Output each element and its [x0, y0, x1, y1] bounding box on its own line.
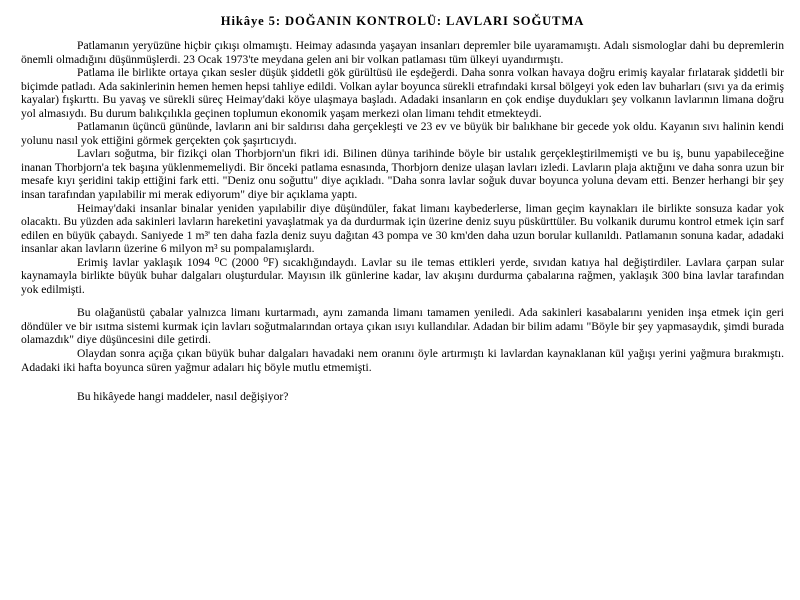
paragraph-7: Bu olağanüstü çabalar yalnızca limanı kurtarmadı, aynı zamanda limanı tamamen yeniledi. Ada sakinleri kasabalarını yeniden inşa etmek için geri döndüler ve bir ısıtma sistemi kurmak için lavları soğutmalarından ortaya çıkan ısıyı kullandılar. Adadan bir bilim adamı "Böyle bir şey yapmasaydık, şimdi burada olamazdık" diye düşüncesini dile getirdi.	[21, 306, 784, 347]
paragraph-2: Patlama ile birlikte ortaya çıkan sesler düşük şiddetli gök gürültüsü ile eşdeğerdi. Daha sonra volkan havaya doğru erimiş kayalar fırlatarak şiddetli bir biçimde patladı. Ada sakinlerinin hemen hemen hepsi tahliye edildi. Volkan aylar boyunca sürekli etrafındaki kırsal bölgeyi yok eden lav buharları (sıvı ya da erimiş kayalar) fışkırttı. Bu yavaş ve sürekli süreç Heimay'daki köye ulaşmaya başladı. Adadaki insanların en çok endişe duydukları şey volkanın lavlarının limana doğru yol almasıydı. Bu durum balıkçılıkla geçinen toplumun ekonomik yaşam merkezi olan limanı tehdit etmekteydi.	[21, 66, 784, 120]
paragraph-3: Patlamanın üçüncü gününde, lavların ani bir saldırısı daha gerçekleşti ve 23 ev ve büyük bir balıkhane bir gecede yok oldu. Kayanın sıvı halinin kendi yolunu nasıl yok ettiğini görmek gerçekten çok şaşırtıcıydı.	[21, 120, 784, 147]
document-page	[21, 14, 784, 404]
paragraph-1: Patlamanın yeryüzüne hiçbir çıkışı olmamıştı. Heimay adasında yaşayan insanları depremler bile uyaramamıştı. Adalı sismologlar dahi bu depremlerin önemli olmadığını düşünmüşlerdi. 23 Ocak 1973'te meydana gelen ani bir volkan patlaması tüm ülkeyi uyandırmıştı.	[21, 39, 784, 66]
document-title: Hikâye 5: DOĞANIN KONTROLÜ: LAVLARI SOĞUTMA	[220, 14, 585, 28]
paragraph-4: Lavları soğutma, bir fizikçi olan Thorbjorn'un fikri idi. Bilinen dünya tarihinde böyle bir ustalık gerçekleştirilmemişti ve bu iş, bunu yapabileceğine inanan Thorbjorn'a tek başına yüklenmemeliydi. Bir önceki patlama esnasında, Thorbjorn denize ulaşan lavları izledi. Lavların plaja aktığını ve daha sonra uzun bir mesafe kıyı şeridini takip ettiğini fark etti. "Deniz onu soğuttu" diye açıkladı. "Daha sonra lavlar soğuk duvar boyunca yoluna devam etti. Benzer herhangi bir şey insan tarafından yapılabilir mi merak ediyorum" diye bir açıklama yaptı.	[21, 147, 784, 202]
paragraph-6: Erimiş lavlar yaklaşık 1094 ⁰C (2000 ⁰F) sıcaklığındaydı. Lavlar su ile temas ettikleri yerde, sıvıdan katıya hal değiştirdiler. Lavlara çarpan sular kaynamayla birlikte büyük buhar dalgaları oluşturdular. Mayısın ilk günlerine kadar, lav akışını durdurma çabalarına rağmen, yaklaşık 300 bina lavlar tarafından yok edilmişti.	[21, 255, 784, 296]
paragraph-5: Heimay'daki insanlar binalar yeniden yapılabilir diye düşündüler, fakat limanı kaybederlerse, liman geçim kaynakları ile birlikte sonsuza kadar yok olacaktı. Bu yüzden ada sakinleri lavların hareketini yavaşlatmak ya da durdurmak için üzerine deniz suyu püskürttüler. Bu volkanik durumu kontrol etmek için sarf edilen en büyük çabaydı. Saniyede 1 m³' ten daha fazla deniz suyu dağıtan 43 pompa ve 30 km'den daha uzun borular kullanıldı. Patlamanın sonuna kadar, adadaki insanlar akan lavların üzerine 6 milyon m³ su pompalamışlardı.	[21, 201, 784, 256]
paragraph-8: Olaydan sonra açığa çıkan büyük buhar dalgaları havadaki nem oranını öyle artırmıştı ki lavlardan kaynaklanan kül yağışı yerini yağmura bırakmıştı. Adadaki iki hafta boyunca süren yağmur adaları hiç böyle mutlu etmemişti.	[21, 347, 784, 374]
question-text: Bu hikâyede hangi maddeler, nasıl değişiyor?	[77, 390, 289, 404]
